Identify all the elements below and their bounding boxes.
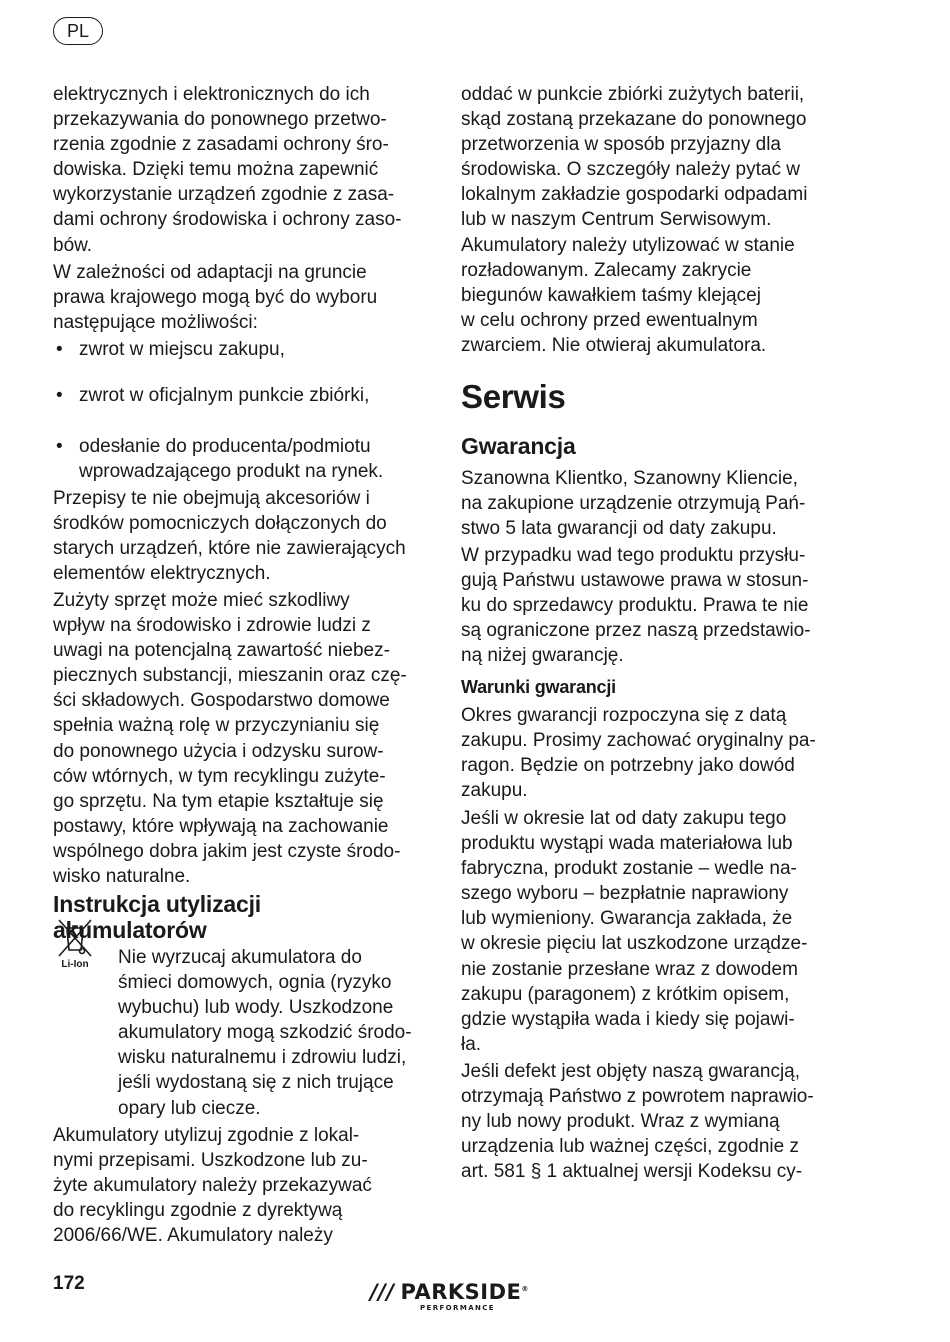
text-line: wisko naturalne. [53, 866, 191, 888]
logo-mark: /// [370, 1280, 395, 1304]
text-line: środków pomocniczych dołączonych do [53, 513, 387, 535]
text-line: akumulatory mogą szkodzić środo- [118, 1022, 412, 1044]
text-line: Szanowna Klientko, Szanowny Kliencie, [461, 468, 798, 489]
text-line: Przepisy te nie obejmują akcesoriów i [53, 488, 370, 509]
text-line: ści składowych. Gospodarstwo domowe [53, 690, 390, 712]
text-line: zwarciem. Nie otwieraj akumulatora. [461, 334, 767, 356]
text-line: oddać w punkcie zbiórki zużytych baterii, [461, 84, 805, 105]
text-line: ców wtórnych, w tym recyklingu zużyte- [53, 765, 386, 787]
paragraph [53, 588, 407, 889]
text-line: zakupu. Prosimy zachować oryginalny pa- [461, 730, 816, 752]
list-item [53, 337, 474, 362]
text-line: w celu ochrony przed ewentualnym [461, 309, 758, 331]
text-line: Nie wyrzucaj akumulatora do [118, 947, 362, 968]
text-line: są ograniczone przez naszą przedstawio- [461, 620, 811, 642]
text-line: wykorzystanie urządzeń zgodnie z zasa- [53, 184, 395, 206]
language-badge: PL [53, 17, 103, 45]
text-line: stwo 5 lata gwarancji od daty zakupu. [461, 518, 777, 540]
text-line: nymi przepisami. Uszkodzone lub zu- [53, 1150, 368, 1172]
text-line: żyte akumulatory należy przekazywać [53, 1175, 372, 1197]
text-line: wspólnego dobra jakim jest czyste środo- [53, 840, 401, 862]
text-line: rzenia zgodnie z zasadami ochrony śro- [53, 134, 389, 156]
logo-sub: PERFORMANCE [420, 1304, 495, 1312]
text-line: wybuchu) lub wody. Uszkodzone [118, 997, 394, 1019]
text-line: opary lub ciecze. [118, 1097, 261, 1119]
paragraph [461, 1059, 814, 1184]
paragraph [461, 543, 811, 668]
text-line: Akumulatory utylizuj zgodnie z lokal- [53, 1125, 360, 1146]
text-line: W przypadku wad tego produktu przysłu- [461, 545, 806, 566]
section-subtitle: Gwarancja [461, 433, 576, 459]
paragraph [53, 82, 402, 258]
text-line: Akumulatory należy utylizować w stanie [461, 234, 795, 256]
text-line: gują Państwu ustawowe prawa w stosun- [461, 570, 809, 592]
text-line: następujące możliwości: [53, 312, 258, 334]
paragraph [118, 945, 412, 1121]
text-line: ną niżej gwarancję. [461, 645, 624, 667]
text-line: ragon. Będzie on potrzebny jako dowód [461, 755, 795, 777]
paragraph [461, 806, 807, 1057]
crossed-bin-icon [55, 918, 95, 958]
text-line: 2006/66/WE. Akumulatory należy [53, 1225, 333, 1247]
text-line: wprowadzającego produkt na rynek. [79, 461, 384, 483]
paragraph [461, 466, 805, 541]
text-line: zakupu (paragonem) z krótkim opisem, [461, 983, 790, 1005]
text-line: jeśli wydostaną się z nich trujące [118, 1072, 394, 1094]
text-line: środowiska. O szczegóły należy pytać w [461, 159, 800, 181]
logo-brand: PARKSIDE [400, 1280, 522, 1304]
text-line: Jeśli defekt jest objęty naszą gwarancją, [461, 1061, 801, 1082]
text-line: fabryczna, produkt zostanie – wedle na- [461, 858, 797, 880]
text-line: uwagi na potencjalną zawartość niebez- [53, 640, 390, 662]
text-line: piecznych substancji, mieszanin oraz czę- [53, 665, 407, 687]
text-line: Zużyty sprzęt może mieć szkodliwy [53, 590, 350, 611]
parkside-logo: /// PARKSIDE® PERFORMANCE [370, 1280, 529, 1312]
text-line: ny lub nowy produkt. Wraz z wymianą [461, 1111, 780, 1133]
text-line: art. 581 § 1 aktualnej wersji Kodeksu cy- [461, 1161, 803, 1183]
paragraph [53, 260, 377, 335]
text-line: bów. [53, 234, 93, 256]
text-line: rozładowanym. Zalecamy zakrycie [461, 259, 752, 281]
text-line: postawy, które wpływają na zachowanie [53, 815, 389, 837]
text-line: gdzie wystąpiła wada i kiedy się pojawi- [461, 1008, 795, 1030]
text-line: starych urządzeń, które nie zawierających [53, 538, 406, 560]
page-number: 172 [53, 1273, 85, 1294]
text-line: lokalnym zakładzie gospodarki odpadami [461, 184, 808, 206]
paragraph [53, 1123, 372, 1248]
text-line: śmieci domowych, ognia (ryzyko [118, 972, 392, 994]
text-line: produktu wystąpi wada materiałowa lub [461, 833, 793, 855]
text-line: biegunów kawałkiem taśmy klejącej [461, 284, 761, 306]
text-line: Okres gwarancji rozpoczyna się z datą [461, 705, 787, 726]
subsection-heading: Warunki gwarancji [461, 677, 616, 697]
text-line: przetworzenia w sposób przyjazny dla [461, 134, 781, 156]
text-line: przekazywania do ponownego przetwo- [53, 109, 387, 131]
text-line: go sprzętu. Na tym etapie kształtuje się [53, 790, 384, 812]
text-line: wpływ na środowisko i zdrowie ludzi z [53, 615, 371, 637]
text-line: Jeśli w okresie lat od daty zakupu tego [461, 808, 787, 829]
text-line: wisku naturalnemu i zdrowiu ludzi, [118, 1047, 407, 1069]
li-ion-label: Li-Ion [61, 959, 89, 970]
text-line: akumulatorów [53, 917, 207, 943]
text-line: ła. [461, 1033, 482, 1055]
text-line: elementów elektrycznych. [53, 563, 271, 585]
list-item [53, 383, 474, 408]
section-title: Serwis [461, 378, 566, 415]
paragraph [461, 703, 816, 803]
text-line: lub wymieniony. Gwarancja zakłada, że [461, 908, 793, 930]
text-line: Instrukcja utylizacji [53, 891, 261, 917]
paragraph [461, 82, 807, 358]
text-line: do recyklingu zgodnie z dyrektywą [53, 1200, 343, 1222]
list-item [53, 434, 474, 484]
text-line: dowiska. Dzięki temu można zapewnić [53, 159, 379, 181]
text-line: otrzymają Państwo z powrotem naprawio- [461, 1086, 814, 1108]
text-line: szego wyboru – bezpłatnie naprawiony [461, 883, 789, 905]
text-line: dami ochrony środowiska i ochrony zaso- [53, 209, 402, 231]
text-line: prawa krajowego mogą być do wyboru [53, 287, 378, 309]
text-line: elektrycznych i elektronicznych do ich [53, 84, 370, 105]
text-line: nie zostanie przesłane wraz z dowodem [461, 958, 798, 980]
text-line: skąd zostaną przekazane do ponownego [461, 109, 807, 131]
battery-disposal-symbol [50, 918, 100, 970]
text-line: lub w naszym Centrum Serwisowym. [461, 209, 772, 231]
text-line: w okresie pięciu lat uszkodzone urządze- [461, 933, 808, 955]
text-line: do ponownego użycia i odzysku surow- [53, 740, 384, 762]
text-line: • zwrot w miejscu zakupu, [79, 339, 285, 360]
paragraph [53, 486, 406, 586]
text-line: • odesłanie do producenta/podmiotu [79, 436, 371, 458]
text-line: urządzenia lub ważnej części, zgodnie z [461, 1136, 799, 1158]
text-line: na zakupione urządzenie otrzymują Pań- [461, 493, 806, 515]
text-line: ku do sprzedawcy produktu. Prawa te nie [461, 595, 809, 617]
text-line: zakupu. [461, 780, 528, 802]
text-line: W zależności od adaptacji na gruncie [53, 262, 367, 283]
text-line: • zwrot w oficjalnym punkcie zbiórki, [79, 385, 370, 407]
text-line: spełnia ważną rolę w przyczynianiu się [53, 715, 380, 737]
